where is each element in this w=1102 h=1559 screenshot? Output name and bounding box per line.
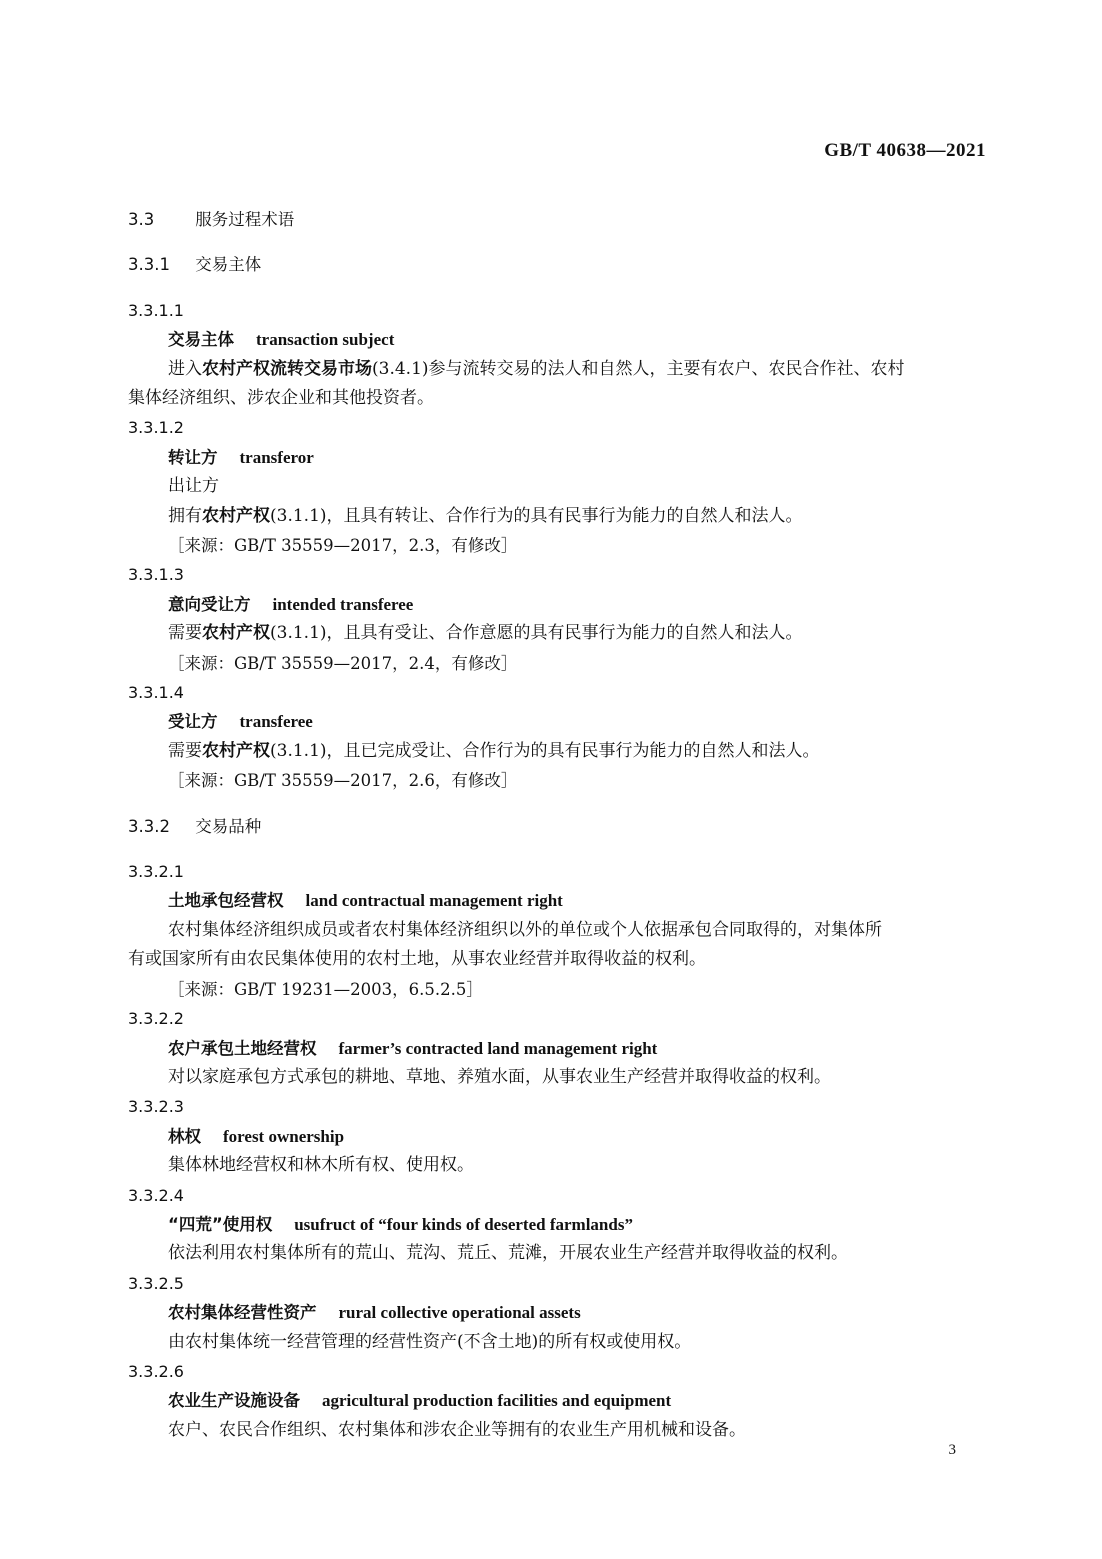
section-title: 服务过程术语	[195, 210, 295, 229]
term-zh: “四荒”使用权	[168, 1214, 273, 1234]
term-title	[128, 707, 988, 736]
term-zh: 交易主体	[168, 330, 234, 350]
term-number: 3.3.1.4	[128, 683, 184, 703]
subsection-number: 3.3.2	[128, 816, 170, 836]
term-zh: 林权	[168, 1126, 201, 1146]
term-en: agricultural production facilities and equipment	[322, 1391, 672, 1411]
term-number: 3.3.1.1	[128, 300, 184, 320]
term-entry	[128, 1357, 988, 1445]
document-body	[128, 205, 988, 1445]
term-number: 3.3.1.2	[128, 418, 184, 438]
term-en: intended transferee	[272, 594, 414, 614]
term-zh: 农业生产设施设备	[168, 1391, 300, 1411]
term-entry	[128, 560, 988, 678]
term-title	[128, 1122, 988, 1151]
term-number: 3.3.2.3	[128, 1097, 184, 1117]
term-alternative: 出让方	[168, 476, 219, 497]
term-definition	[128, 355, 988, 384]
term-definition: 对以家庭承包方式承包的耕地、草地、养殖水面，从事农业生产经营并取得收益的权利。	[168, 1066, 831, 1087]
term-zh: 农村集体经营性资产	[168, 1303, 317, 1323]
term-en: land contractual management right	[305, 891, 563, 911]
term-en: transferor	[239, 447, 314, 467]
def-text: (3.1.1)，且具有受让、合作意愿的具有民事行为能力的自然人和法人。	[270, 623, 803, 644]
term-en: rural collective operational assets	[338, 1303, 581, 1323]
subsection-title: 交易主体	[195, 255, 262, 275]
term-title	[128, 325, 988, 354]
term-source: ［来源：GB/T 35559—2017，2.6，有修改］	[168, 771, 518, 791]
term-title	[128, 1386, 988, 1415]
term-entry	[128, 413, 988, 560]
term-definition	[128, 619, 988, 648]
def-text: 拥有	[168, 505, 202, 526]
term-en: transaction subject	[256, 330, 395, 350]
term-definition-continued: 有或国家所有由农民集体使用的农村土地，从事农业经营并取得收益的权利。	[128, 949, 706, 970]
subsection-heading	[128, 250, 988, 279]
term-number: 3.3.2.6	[128, 1361, 184, 1381]
def-reference: 农村产权流转交易市场	[202, 358, 372, 379]
def-text: (3.1.1)，且已完成受让、合作行为的具有民事行为能力的自然人和法人。	[270, 740, 820, 761]
page-number: 3	[948, 1442, 956, 1458]
term-zh: 受让方	[168, 712, 218, 732]
term-definition	[128, 737, 988, 766]
def-reference: 农村产权	[202, 740, 270, 761]
term-zh: 土地承包经营权	[168, 891, 284, 911]
term-entry	[128, 678, 988, 796]
term-title	[128, 1298, 988, 1327]
term-definition: 农户、农民合作组织、农村集体和涉农企业等拥有的农业生产用机械和设备。	[168, 1419, 746, 1440]
term-title	[128, 443, 988, 472]
term-en: farmer’s contracted land management right	[338, 1038, 658, 1058]
subsection-title: 交易品种	[195, 816, 262, 836]
section-heading	[128, 205, 988, 234]
term-title	[128, 590, 988, 619]
term-title	[128, 886, 988, 915]
term-number: 3.3.2.1	[128, 862, 184, 882]
def-text: (3.4.1)参与流转交易的法人和自然人，主要有农户、农民合作社、农村	[372, 358, 905, 379]
term-en: usufruct of “four kinds of deserted farmlands”	[294, 1214, 633, 1234]
term-entry	[128, 1092, 988, 1180]
term-en: transferee	[239, 712, 313, 732]
subsection-number: 3.3.1	[128, 255, 170, 275]
subsection-heading	[128, 812, 988, 841]
term-title	[128, 1210, 988, 1239]
def-text: 需要	[168, 740, 202, 761]
term-zh: 农户承包土地经营权	[168, 1038, 317, 1058]
term-entry	[128, 1181, 988, 1269]
section-number: 3.3	[128, 210, 155, 229]
def-reference: 农村产权	[202, 623, 270, 644]
term-definition-continued: 集体经济组织、涉农企业和其他投资者。	[128, 388, 434, 408]
def-reference: 农村产权	[202, 505, 270, 526]
def-text: 进入	[168, 358, 202, 379]
def-text: (3.1.1)，且具有转让、合作行为的具有民事行为能力的自然人和法人。	[270, 505, 803, 526]
term-source: ［来源：GB/T 35559—2017，2.3，有修改］	[168, 536, 518, 556]
term-number: 3.3.2.4	[128, 1185, 184, 1205]
term-source: ［来源：GB/T 19231—2003，6.5.2.5］	[168, 979, 483, 999]
term-definition: 农村集体经济组织成员或者农村集体经济组织以外的单位或个人依据承包合同取得的，对集体所	[168, 919, 882, 940]
term-zh: 意向受让方	[168, 594, 251, 614]
term-en: forest ownership	[223, 1126, 345, 1146]
term-title	[128, 1034, 988, 1063]
term-definition: 集体林地经营权和林木所有权、使用权。	[168, 1155, 474, 1176]
term-number: 3.3.2.5	[128, 1273, 184, 1293]
term-zh: 转让方	[168, 447, 218, 467]
document-code-header: GB/T 40638—2021	[824, 140, 986, 161]
term-definition: 由农村集体统一经营管理的经营性资产(不含土地)的所有权或使用权。	[168, 1331, 692, 1352]
term-definition: 依法利用农村集体所有的荒山、荒沟、荒丘、荒滩，开展农业生产经营并取得收益的权利。	[168, 1243, 848, 1264]
term-number: 3.3.2.2	[128, 1009, 184, 1029]
term-source: ［来源：GB/T 35559—2017，2.4，有修改］	[168, 653, 518, 673]
def-text: 需要	[168, 623, 202, 644]
term-entry	[128, 296, 988, 414]
term-entry	[128, 857, 988, 1004]
term-number: 3.3.1.3	[128, 565, 184, 585]
term-definition	[128, 502, 988, 531]
term-entry	[128, 1269, 988, 1357]
term-entry	[128, 1004, 988, 1092]
